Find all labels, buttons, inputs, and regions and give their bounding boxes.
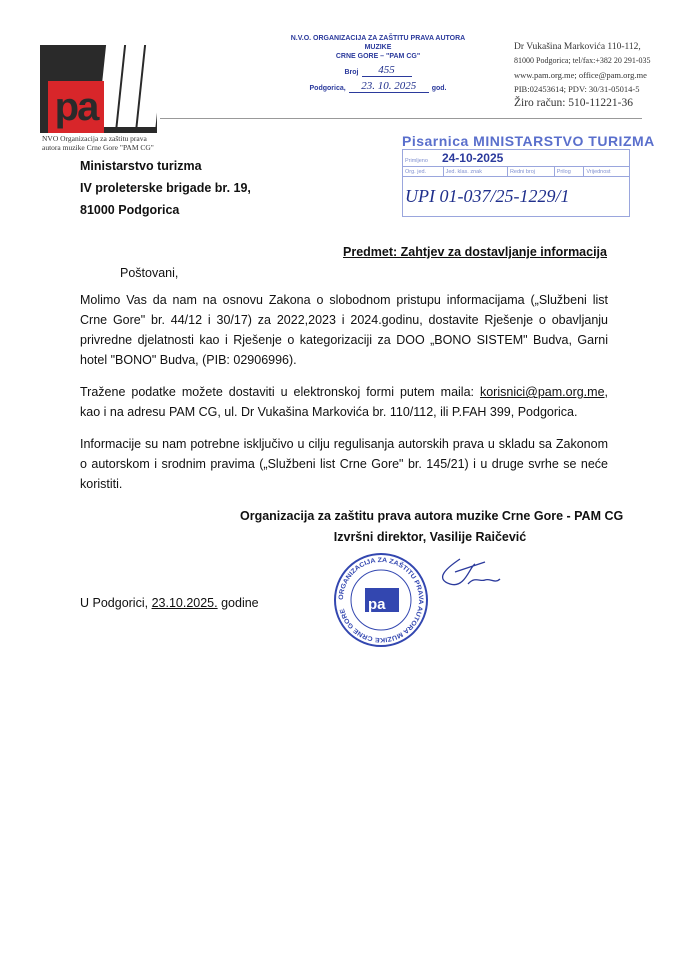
text: godine bbox=[217, 596, 259, 610]
closing-area bbox=[80, 552, 608, 662]
email-link[interactable]: korisnici@pam.org.me bbox=[479, 385, 605, 399]
reference-cell bbox=[403, 177, 630, 217]
address-line: www.pam.org.me; office@pam.org.me bbox=[514, 70, 647, 80]
col-label: Prilog bbox=[554, 167, 584, 177]
svg-text:pa: pa bbox=[368, 596, 386, 613]
address-line: 81000 Podgorica; tel/fax:+382 20 291-035 bbox=[514, 56, 651, 65]
logo-text: pa bbox=[48, 81, 104, 133]
logo-caption bbox=[42, 134, 154, 152]
signature-title: Izvršni direktor, Vasilije Raičević bbox=[333, 530, 527, 544]
col-label: Vrijednost bbox=[584, 167, 630, 177]
letter-date: 23.10.2025. bbox=[151, 596, 218, 610]
broj-value: 455 bbox=[362, 64, 412, 77]
round-seal-icon bbox=[333, 552, 429, 648]
outgoing-number-stamp bbox=[278, 34, 478, 93]
registry-reference: UPI 01-037/25-1229/1 bbox=[405, 186, 570, 206]
col-label: Redni broj bbox=[507, 167, 554, 177]
body-paragraph: Molimo Vas da nam na osnovu Zakona o slobodnom pristupu informacijama („Službeni list Crne Gore" br. 44/12 i 30/17) za 2022,2023 i 2024.godinu, dostavite Rješenje o obavljanju privredne djelatnosti kao i Rješenje o kategorizaciji za DOO „BONO SISTEM" Budva, Garni hotel "BONO" Budva, (PIB: 02906996). bbox=[80, 293, 608, 367]
signature-block bbox=[240, 506, 624, 548]
recipient-address bbox=[80, 155, 251, 221]
stamp-line: CRNE GORE – "PAM CG" bbox=[335, 53, 421, 60]
place-date bbox=[80, 596, 259, 610]
body-paragraph bbox=[80, 382, 608, 422]
handwritten-signature bbox=[430, 554, 510, 594]
letter-body bbox=[80, 290, 624, 662]
registry-table bbox=[402, 149, 630, 217]
address-line: Dr Vukašina Markovića 110-112, bbox=[514, 42, 641, 52]
received-label: Primljeno bbox=[405, 158, 428, 164]
col-label: Org. jed. bbox=[403, 167, 444, 177]
body-paragraph: Informacije su nam potrebne isključivo u cilju regulisanja autorskih prava u skladu sa Zakonom o autorskom i srodnim pravima („Službeni list Crne Gore" br. 145/21) i u druge svrhe se neće koristiti. bbox=[80, 437, 608, 491]
subject-line: Predmet: Zahtjev za dostavljanje informacija bbox=[343, 245, 607, 259]
registry-title: Pisarnica MINISTARSTVO TURIZMA bbox=[402, 133, 655, 149]
greeting: Poštovani, bbox=[120, 266, 179, 280]
place-label: Podgorica, bbox=[309, 85, 346, 92]
caption-line: autora muzike Crne Gore "PAM CG" bbox=[42, 143, 154, 152]
text: U Podgorici, bbox=[80, 596, 152, 610]
header-divider bbox=[160, 118, 642, 119]
giro-account: Žiro račun: 510-11221-36 bbox=[514, 97, 634, 109]
caption-line: NVO Organizacija za zaštitu prava bbox=[42, 134, 147, 143]
recipient-line: IV proleterske brigade br. 19, bbox=[80, 181, 251, 195]
recipient-line: Ministarstvo turizma bbox=[80, 159, 202, 173]
stamp-line: N.V.O. ORGANIZACIJA ZA ZAŠTITU PRAVA AUTORA MUZIKE bbox=[290, 35, 466, 51]
registry-stamp bbox=[402, 133, 655, 217]
received-cell bbox=[403, 150, 630, 167]
address-line: PIB:02453614; PDV: 30/31-05014-5 bbox=[514, 84, 640, 94]
text: Tražene podatke možete dostaviti u elektronskoj formi putem maila: bbox=[80, 385, 480, 399]
signature-org: Organizacija za zaštitu prava autora muzike Crne Gore - PAM CG bbox=[240, 509, 624, 523]
broj-label: Broj bbox=[344, 69, 359, 76]
received-date: 24-10-2025 bbox=[441, 151, 504, 165]
col-label: Jed. klas. znak bbox=[443, 167, 507, 177]
recipient-line: 81000 Podgorica bbox=[80, 203, 180, 217]
pam-logo bbox=[40, 45, 157, 133]
letterhead-contact bbox=[514, 40, 651, 110]
svg-text:ORGANIZACIJA ZA ZAŠTITU PRAVA: ORGANIZACIJA ZA ZAŠTITU PRAVA AUTORA MUZIKE CRNE GORE bbox=[337, 556, 425, 644]
stamp-date: 23. 10. 2025 bbox=[349, 80, 429, 93]
god-label: god. bbox=[431, 85, 447, 92]
text: , kao i na adresu PAM CG, ul. Dr Vukašina Markovića br. 110/112, ili P.FAH 399, Podgorica. bbox=[80, 385, 608, 419]
